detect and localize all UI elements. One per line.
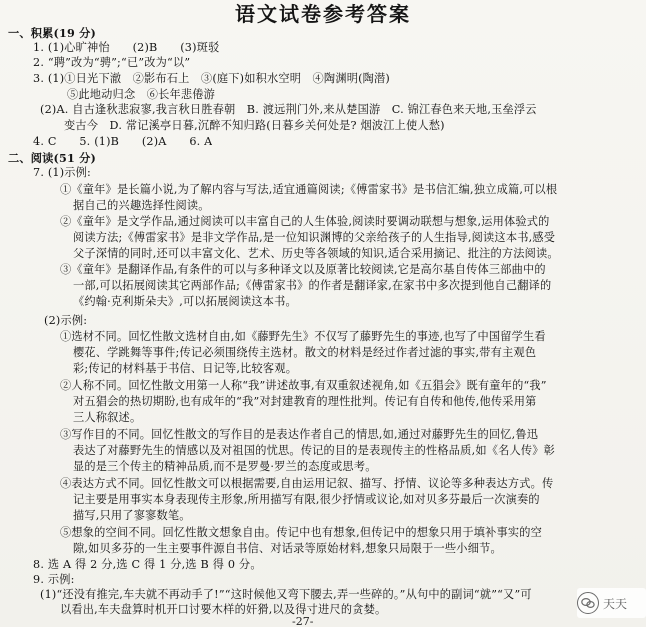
answer-line: 3. (1)①日光下澈 ②影布石上 ③(庭下)如积水空明 ④陶渊明(陶潜) bbox=[33, 72, 390, 85]
answer-line: 以看出,车夫盘算时机开口讨要木样的奸猾,以及得寸进尺的贪婪。 bbox=[60, 603, 387, 616]
answer-line: 对五猖会的热切期盼,也有成年的“我”对封建教育的理性批判。传记有自传和他传,他传采用第 bbox=[73, 395, 537, 408]
watermark-text: 天天 bbox=[603, 596, 628, 611]
answer-line: 父子深情的同时,还可以丰富文化、艺术、历史等各领域的知识,适合采用摘记、批注的方法阅读。 bbox=[73, 247, 559, 260]
answer-line: ③《童年》是翻译作品,有条件的可以与多种译文以及原著比较阅读,它是高尔基自传体三部曲中的 bbox=[60, 263, 546, 276]
answer-line: 记主要是用事实本身表现传主形象,所用描写有限,很少抒情或议论,如对贝多芬最后一次演奏的 bbox=[73, 493, 540, 506]
answer-line: 8. 选 A 得 2 分,选 C 得 1 分,选 B 得 0 分。 bbox=[33, 558, 262, 571]
page-title: 语文试卷参考答案 bbox=[235, 2, 411, 26]
answer-line: (2)A. 自古逢秋悲寂寥,我言秋日胜春朝 B. 渡远荆门外,来从楚国游 C. 锦江春色来天地,玉垒浮云 bbox=[40, 103, 537, 116]
chat-bubble-icon bbox=[577, 592, 599, 614]
answer-line: ⑤想象的空间不同。回忆性散文想象自由。传记中也有想象,但传记中的想象只用于填补事实的空 bbox=[60, 526, 543, 539]
answer-line: ③写作目的不同。回忆性散文的写作目的是表达作者自己的情思,如,通过对藤野先生的回忆,鲁迅 bbox=[60, 428, 539, 441]
account-watermark bbox=[577, 588, 646, 618]
answer-line: ②《童年》是文学作品,通过阅读可以丰富自己的人生体验,阅读时要调动联想与想象,运用体验式的 bbox=[60, 215, 550, 228]
answer-line: 据自己的兴趣选择性阅读。 bbox=[73, 199, 210, 212]
answer-line: 变古今 D. 常记溪亭日暮,沉醉不知归路(日暮乡关何处是? 烟波江上使人愁) bbox=[64, 119, 445, 132]
answer-line: 2. “聘”改为“骋”;“已”改为“以” bbox=[33, 56, 191, 69]
section-heading-reading: 二、阅读(51 分) bbox=[8, 151, 96, 165]
answer-line: 彩;传记的材料基于书信、日记等,比较客观。 bbox=[73, 362, 298, 375]
section-heading-accumulation: 一、积累(19 分) bbox=[8, 26, 96, 40]
answer-line: 阅读方法;《傅雷家书》是非文学作品,是一位知识渊博的父亲给孩子的人生指导,阅读这本书,感受 bbox=[73, 231, 556, 244]
answer-line: (2)示例: bbox=[44, 314, 88, 327]
answer-line: 三人称叙述。 bbox=[73, 411, 142, 424]
answer-line: 一部,可以拓展阅读其它两部作品;《傅雷家书》的作者是翻译家,在家书中多次提到他自己翻译的 bbox=[73, 279, 552, 292]
answer-line: 4. C 5. (1)B (2)A 6. A bbox=[33, 135, 213, 148]
answer-line: 描写,只用了寥寥数笔。 bbox=[73, 509, 191, 522]
answer-line: 显的是三个传主的精神品质,而不是罗曼·罗兰的态度或思考。 bbox=[73, 460, 377, 473]
answer-line: 樱花、学跳舞等事件;传记必须围绕传主选材。散文的材料是经过作者过滤的事实,带有主观色 bbox=[73, 346, 537, 359]
answer-line: 9. 示例: bbox=[33, 573, 75, 586]
answer-line: ⑤此地动归念 ⑥长年悲倦游 bbox=[67, 88, 216, 101]
answer-line: ②人称不同。回忆性散文用第一人称“我”讲述故事,有双重叙述视角,如《五猖会》既有童年的“我” bbox=[60, 379, 547, 392]
answer-line: 表达了对藤野先生的情感以及对祖国的忧思。传记的目的是表现传主的性格品质,如《名人传》彰 bbox=[73, 444, 556, 457]
answer-line: 隙,如贝多芬的一生主要事件源自书信、对话录等原始材料,想象只局限于一些小细节。 bbox=[73, 542, 502, 555]
answer-line: 7. (1)示例: bbox=[33, 166, 92, 179]
page-number: -27- bbox=[292, 615, 314, 628]
answer-line: ①选材不同。回忆性散文选材自由,如《藤野先生》不仅写了藤野先生的事迹,也写了中国留学生看 bbox=[60, 330, 546, 343]
answer-line: 1. (1)心旷神怡 (2)B (3)斑驳 bbox=[33, 41, 220, 54]
answer-line: ④表达方式不同。回忆性散文可以根据需要,自由运用记叙、描写、抒情、议论等多种表达方式。传 bbox=[60, 477, 554, 490]
answer-line: ①《童年》是长篇小说,为了解内容与写法,适宜通篇阅读;《傅雷家书》是书信汇编,独立成篇,可以根 bbox=[60, 183, 558, 196]
answer-line: 《约翰·克利斯朵夫》,可以拓展阅读这本书。 bbox=[73, 295, 297, 308]
answer-line: (1)“还没有推完,车夫就不再动手了!”“这时候他又弯下腰去,弄一些碎的。”从句中的副词“就”“又”可 bbox=[40, 588, 532, 601]
